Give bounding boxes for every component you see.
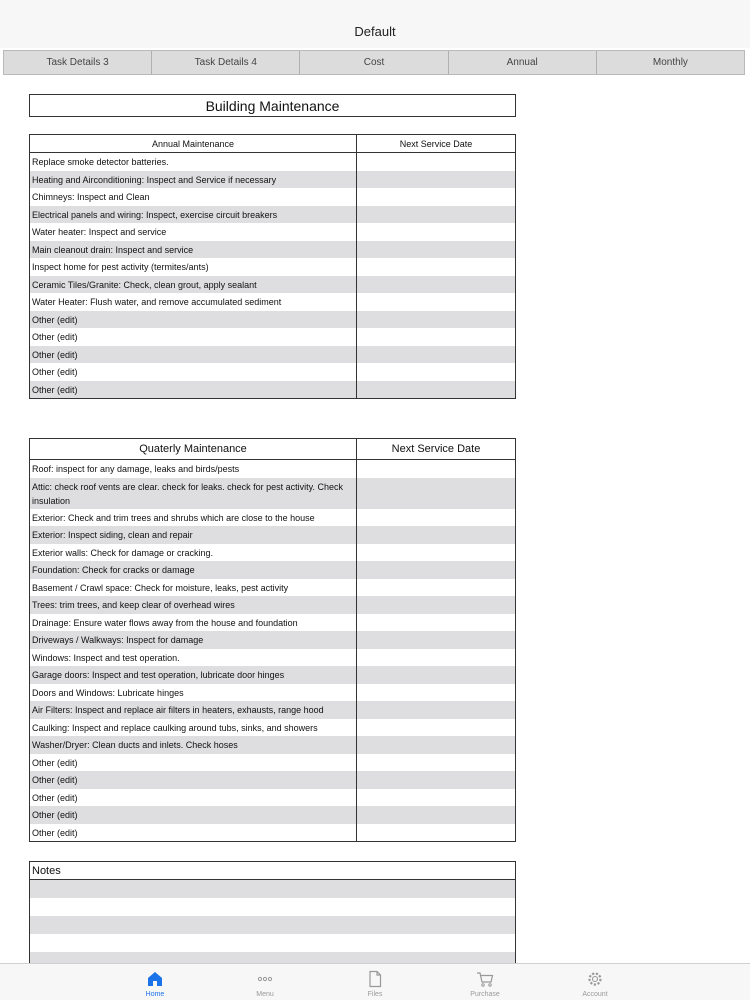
table-row[interactable]	[30, 824, 515, 842]
column-header-date: Next Service Date	[391, 443, 481, 455]
next-service-date-cell[interactable]	[357, 276, 515, 294]
cart-icon	[475, 969, 495, 989]
task-cell[interactable]: Windows: Inspect and test operation.	[30, 649, 357, 667]
notes-line[interactable]	[30, 880, 515, 898]
table-row[interactable]	[30, 381, 515, 399]
task-cell[interactable]: Other (edit)	[30, 363, 357, 381]
segmented-control	[3, 50, 745, 75]
table-row[interactable]	[30, 701, 515, 719]
segment-cost[interactable]: Cost	[300, 51, 448, 74]
next-service-date-cell[interactable]	[357, 509, 515, 527]
table-row[interactable]	[30, 328, 515, 346]
next-service-date-cell[interactable]	[357, 381, 515, 399]
table-row[interactable]	[30, 614, 515, 632]
tab-account[interactable]	[540, 964, 650, 1000]
task-cell[interactable]: Exterior walls: Check for damage or cracking.	[30, 544, 357, 562]
table-row[interactable]	[30, 188, 515, 206]
segment-task-details-4[interactable]: Task Details 4	[152, 51, 300, 74]
task-cell[interactable]: Other (edit)	[30, 381, 357, 399]
segment-monthly[interactable]: Monthly	[597, 51, 744, 74]
tab-label: Files	[367, 991, 383, 998]
task-cell[interactable]: Air Filters: Inspect and replace air filters in heaters, exhausts, range hood	[30, 701, 357, 719]
table-row[interactable]	[30, 736, 515, 754]
table-row[interactable]	[30, 311, 515, 329]
tab-label: Account	[582, 991, 608, 998]
task-cell[interactable]: Trees: trim trees, and keep clear of overhead wires	[30, 596, 357, 614]
task-cell[interactable]: Inspect home for pest activity (termites/ants)	[30, 258, 357, 276]
table-row[interactable]	[30, 561, 515, 579]
notes-line[interactable]	[30, 916, 515, 934]
next-service-date-cell[interactable]	[357, 311, 515, 329]
document-title: Building Maintenance	[29, 94, 516, 117]
next-service-date-cell[interactable]	[357, 223, 515, 241]
table-row[interactable]	[30, 526, 515, 544]
tab-home[interactable]	[100, 964, 210, 1000]
task-cell[interactable]: Main cleanout drain: Inspect and service	[30, 241, 357, 259]
quarterly-maintenance-table	[29, 438, 516, 842]
table-row[interactable]	[30, 684, 515, 702]
task-cell[interactable]: Driveways / Walkways: Inspect for damage	[30, 631, 357, 649]
tab-label: Menu	[256, 991, 274, 998]
table-row[interactable]	[30, 789, 515, 807]
table-row[interactable]	[30, 754, 515, 772]
file-icon	[365, 969, 385, 989]
table-row[interactable]	[30, 171, 515, 189]
task-cell[interactable]: Other (edit)	[30, 346, 357, 364]
task-cell[interactable]: Replace smoke detector batteries.	[30, 153, 357, 171]
table-row[interactable]	[30, 363, 515, 381]
next-service-date-cell[interactable]	[357, 666, 515, 684]
table-row[interactable]	[30, 223, 515, 241]
task-cell[interactable]: Washer/Dryer: Clean ducts and inlets. Check hoses	[30, 736, 357, 754]
next-service-date-cell[interactable]	[357, 719, 515, 737]
task-cell[interactable]: Drainage: Ensure water flows away from the house and foundation	[30, 614, 357, 632]
next-service-date-cell[interactable]	[357, 824, 515, 842]
table-row[interactable]	[30, 631, 515, 649]
next-service-date-cell[interactable]	[357, 596, 515, 614]
next-service-date-cell[interactable]	[357, 206, 515, 224]
table-row[interactable]	[30, 649, 515, 667]
task-cell[interactable]: Other (edit)	[30, 806, 357, 824]
tab-purchase[interactable]	[430, 964, 540, 1000]
annual-maintenance-table	[29, 134, 516, 399]
table-body	[30, 460, 515, 841]
next-service-date-cell[interactable]	[357, 649, 515, 667]
table-row[interactable]	[30, 806, 515, 824]
page-title: Default	[354, 23, 396, 39]
column-header-date: Next Service Date	[399, 138, 473, 149]
task-cell[interactable]: Roof: inspect for any damage, leaks and birds/pests	[30, 460, 357, 478]
task-cell[interactable]: Chimneys: Inspect and Clean	[30, 188, 357, 206]
more-icon	[255, 969, 275, 989]
table-body	[30, 153, 515, 398]
segment-task-details-3[interactable]: Task Details 3	[4, 51, 152, 74]
gear-icon	[585, 969, 605, 989]
notes-line[interactable]	[30, 934, 515, 952]
table-row[interactable]	[30, 719, 515, 737]
document-scroll-area[interactable]	[0, 75, 750, 963]
table-row[interactable]	[30, 460, 515, 478]
table-row[interactable]	[30, 596, 515, 614]
next-service-date-cell[interactable]	[357, 544, 515, 562]
navigation-bar	[0, 0, 750, 48]
task-cell[interactable]: Heating and Airconditioning: Inspect and Service if necessary	[30, 171, 357, 189]
table-row[interactable]	[30, 771, 515, 789]
task-cell[interactable]: Attic: check roof vents are clear. check for leaks. check for pest activity. Check insulation	[30, 478, 357, 509]
task-cell[interactable]: Ceramic Tiles/Granite: Check, clean grout, apply sealant	[30, 276, 357, 294]
notes-section	[29, 861, 516, 963]
next-service-date-cell[interactable]	[357, 736, 515, 754]
task-cell[interactable]: Foundation: Check for cracks or damage	[30, 561, 357, 579]
next-service-date-cell[interactable]	[357, 293, 515, 311]
tab-bar	[0, 963, 750, 1000]
table-row[interactable]	[30, 153, 515, 171]
next-service-date-cell[interactable]	[357, 631, 515, 649]
next-service-date-cell[interactable]	[357, 346, 515, 364]
next-service-date-cell[interactable]	[357, 789, 515, 807]
segment-annual[interactable]: Annual	[449, 51, 597, 74]
next-service-date-cell[interactable]	[357, 579, 515, 597]
task-cell[interactable]: Exterior: Inspect siding, clean and repair	[30, 526, 357, 544]
task-cell[interactable]: Doors and Windows: Lubricate hinges	[30, 684, 357, 702]
task-cell[interactable]: Other (edit)	[30, 824, 357, 842]
next-service-date-cell[interactable]	[357, 460, 515, 478]
next-service-date-cell[interactable]	[357, 188, 515, 206]
tab-menu[interactable]	[210, 964, 320, 1000]
notes-title: Notes	[30, 862, 515, 880]
tab-files[interactable]	[320, 964, 430, 1000]
task-cell[interactable]: Caulking: Inspect and replace caulking around tubs, sinks, and showers	[30, 719, 357, 737]
next-service-date-cell[interactable]	[357, 241, 515, 259]
next-service-date-cell[interactable]	[357, 806, 515, 824]
notes-line[interactable]	[30, 952, 515, 963]
tab-label: Home	[145, 991, 165, 998]
table-row[interactable]	[30, 666, 515, 684]
task-cell[interactable]: Water Heater: Flush water, and remove accumulated sediment	[30, 293, 357, 311]
next-service-date-cell[interactable]	[357, 526, 515, 544]
table-row[interactable]	[30, 206, 515, 224]
next-service-date-cell[interactable]	[357, 153, 515, 171]
task-cell[interactable]: Other (edit)	[30, 771, 357, 789]
table-row[interactable]	[30, 509, 515, 527]
next-service-date-cell[interactable]	[357, 328, 515, 346]
table-row[interactable]	[30, 346, 515, 364]
table-row[interactable]	[30, 579, 515, 597]
notes-line[interactable]	[30, 898, 515, 916]
table-header	[30, 439, 515, 460]
column-header-task: Quaterly Maintenance	[30, 439, 357, 459]
task-cell[interactable]: Basement / Crawl space: Check for moisture, leaks, pest activity	[30, 579, 357, 597]
next-service-date-cell[interactable]	[357, 771, 515, 789]
table-row[interactable]	[30, 478, 515, 509]
task-cell[interactable]: Other (edit)	[30, 311, 357, 329]
task-cell[interactable]: Water heater: Inspect and service	[30, 223, 357, 241]
notes-body[interactable]	[30, 880, 515, 963]
task-cell[interactable]: Other (edit)	[30, 789, 357, 807]
next-service-date-cell[interactable]	[357, 561, 515, 579]
table-row[interactable]	[30, 276, 515, 294]
next-service-date-cell[interactable]	[357, 614, 515, 632]
task-cell[interactable]: Other (edit)	[30, 754, 357, 772]
home-icon	[145, 969, 165, 989]
table-header	[30, 135, 515, 153]
next-service-date-cell[interactable]	[357, 258, 515, 276]
column-header-task: Annual Maintenance	[30, 135, 357, 152]
table-row[interactable]	[30, 241, 515, 259]
table-row[interactable]	[30, 544, 515, 562]
task-cell[interactable]: Exterior: Check and trim trees and shrubs which are close to the house	[30, 509, 357, 527]
next-service-date-cell[interactable]	[357, 363, 515, 381]
table-row[interactable]	[30, 258, 515, 276]
task-cell[interactable]: Other (edit)	[30, 328, 357, 346]
task-cell[interactable]: Garage doors: Inspect and test operation, lubricate door hinges	[30, 666, 357, 684]
next-service-date-cell[interactable]	[357, 478, 515, 509]
table-row[interactable]	[30, 293, 515, 311]
next-service-date-cell[interactable]	[357, 171, 515, 189]
tab-label: Purchase	[470, 991, 500, 998]
next-service-date-cell[interactable]	[357, 754, 515, 772]
next-service-date-cell[interactable]	[357, 701, 515, 719]
task-cell[interactable]: Electrical panels and wiring: Inspect, exercise circuit breakers	[30, 206, 357, 224]
next-service-date-cell[interactable]	[357, 684, 515, 702]
